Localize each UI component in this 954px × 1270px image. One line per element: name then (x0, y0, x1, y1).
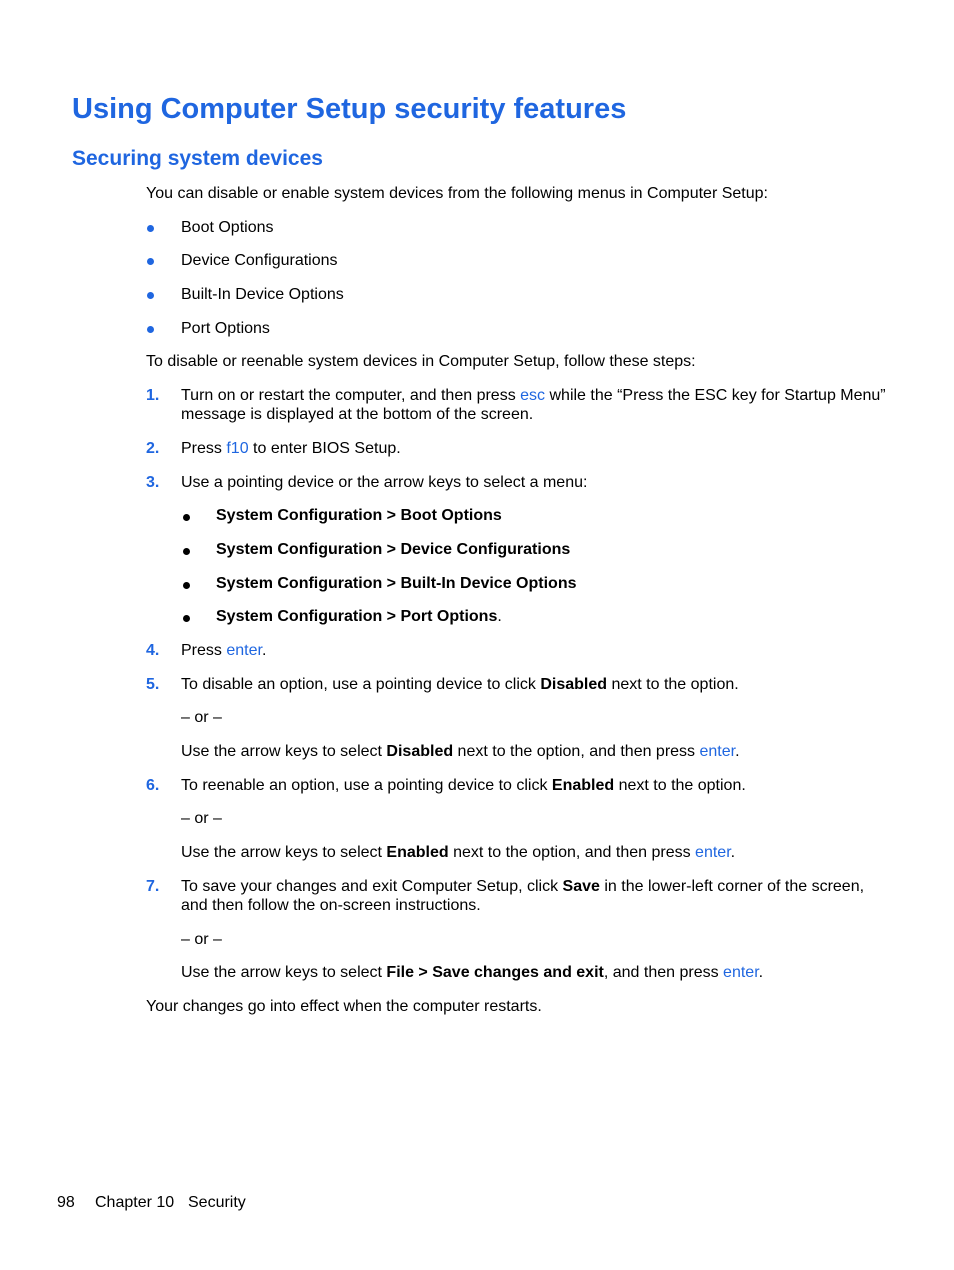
bullet-icon (147, 258, 154, 265)
page-number: 98 (57, 1194, 75, 1211)
bullet-icon (147, 225, 154, 232)
step-7-alt-text: Use the arrow keys to select File > Save changes and exit, and then press enter. (181, 964, 764, 981)
step-number: 5. (146, 676, 160, 693)
step-1-text-cont: message is displayed at the bottom of the screen. (181, 406, 534, 423)
key-enter: enter (226, 642, 262, 659)
key-f10: f10 (226, 440, 249, 457)
key-esc: esc (520, 387, 546, 404)
step-4-text: Press enter. (181, 642, 267, 659)
step-2-text: Press f10 to enter BIOS Setup. (181, 440, 401, 457)
or-separator: – or – (181, 709, 222, 726)
intro-paragraph: You can disable or enable system devices from the following menus in Computer Setup: (146, 185, 768, 202)
step-1-text: Turn on or restart the computer, and then press esc while the “Press the ESC key for Startup Menu” (181, 387, 886, 404)
step-6-alt-text: Use the arrow keys to select Enabled next to the option, and then press enter. (181, 844, 736, 861)
sub-list-item: System Configuration > Built-In Device Options (216, 575, 577, 592)
sub-list-item: System Configuration > Port Options. (216, 608, 502, 625)
bullet-icon (147, 292, 154, 299)
key-enter: enter (695, 844, 731, 861)
bullet-icon (183, 548, 190, 555)
list-item: Boot Options (181, 219, 274, 236)
step-number: 3. (146, 474, 160, 491)
bullet-icon (147, 326, 154, 333)
sub-list-item: System Configuration > Boot Options (216, 507, 502, 524)
bullet-icon (183, 582, 190, 589)
step-5-alt-text: Use the arrow keys to select Disabled next to the option, and then press enter. (181, 743, 740, 760)
step-number: 2. (146, 440, 160, 457)
step-6-text: To reenable an option, use a pointing device to click Enabled next to the option. (181, 777, 746, 794)
section-title: Securing system devices (72, 147, 323, 170)
bullet-icon (183, 615, 190, 622)
page-title: Using Computer Setup security features (72, 93, 627, 125)
footer-section: Security (188, 1194, 246, 1211)
list-item: Port Options (181, 320, 270, 337)
list-item: Device Configurations (181, 252, 338, 269)
step-7-text: To save your changes and exit Computer Setup, click Save in the lower-left corner of the screen, (181, 878, 865, 895)
key-enter: enter (723, 964, 759, 981)
or-separator: – or – (181, 810, 222, 827)
steps-intro: To disable or reenable system devices in Computer Setup, follow these steps: (146, 353, 696, 370)
list-item: Built-In Device Options (181, 286, 344, 303)
closing-paragraph: Your changes go into effect when the computer restarts. (146, 998, 542, 1015)
step-number: 1. (146, 387, 160, 404)
bullet-icon (183, 514, 190, 521)
key-enter: enter (699, 743, 736, 760)
footer-chapter: Chapter 10 (95, 1194, 175, 1211)
step-number: 4. (146, 642, 160, 659)
sub-list-item: System Configuration > Device Configurations (216, 541, 571, 558)
or-separator: – or – (181, 931, 222, 948)
step-number: 7. (146, 878, 160, 895)
step-3-text: Use a pointing device or the arrow keys to select a menu: (181, 474, 588, 491)
step-number: 6. (146, 777, 160, 794)
step-5-text: To disable an option, use a pointing device to click Disabled next to the option. (181, 676, 739, 693)
step-7-text-cont: and then follow the on-screen instructions. (181, 897, 481, 914)
